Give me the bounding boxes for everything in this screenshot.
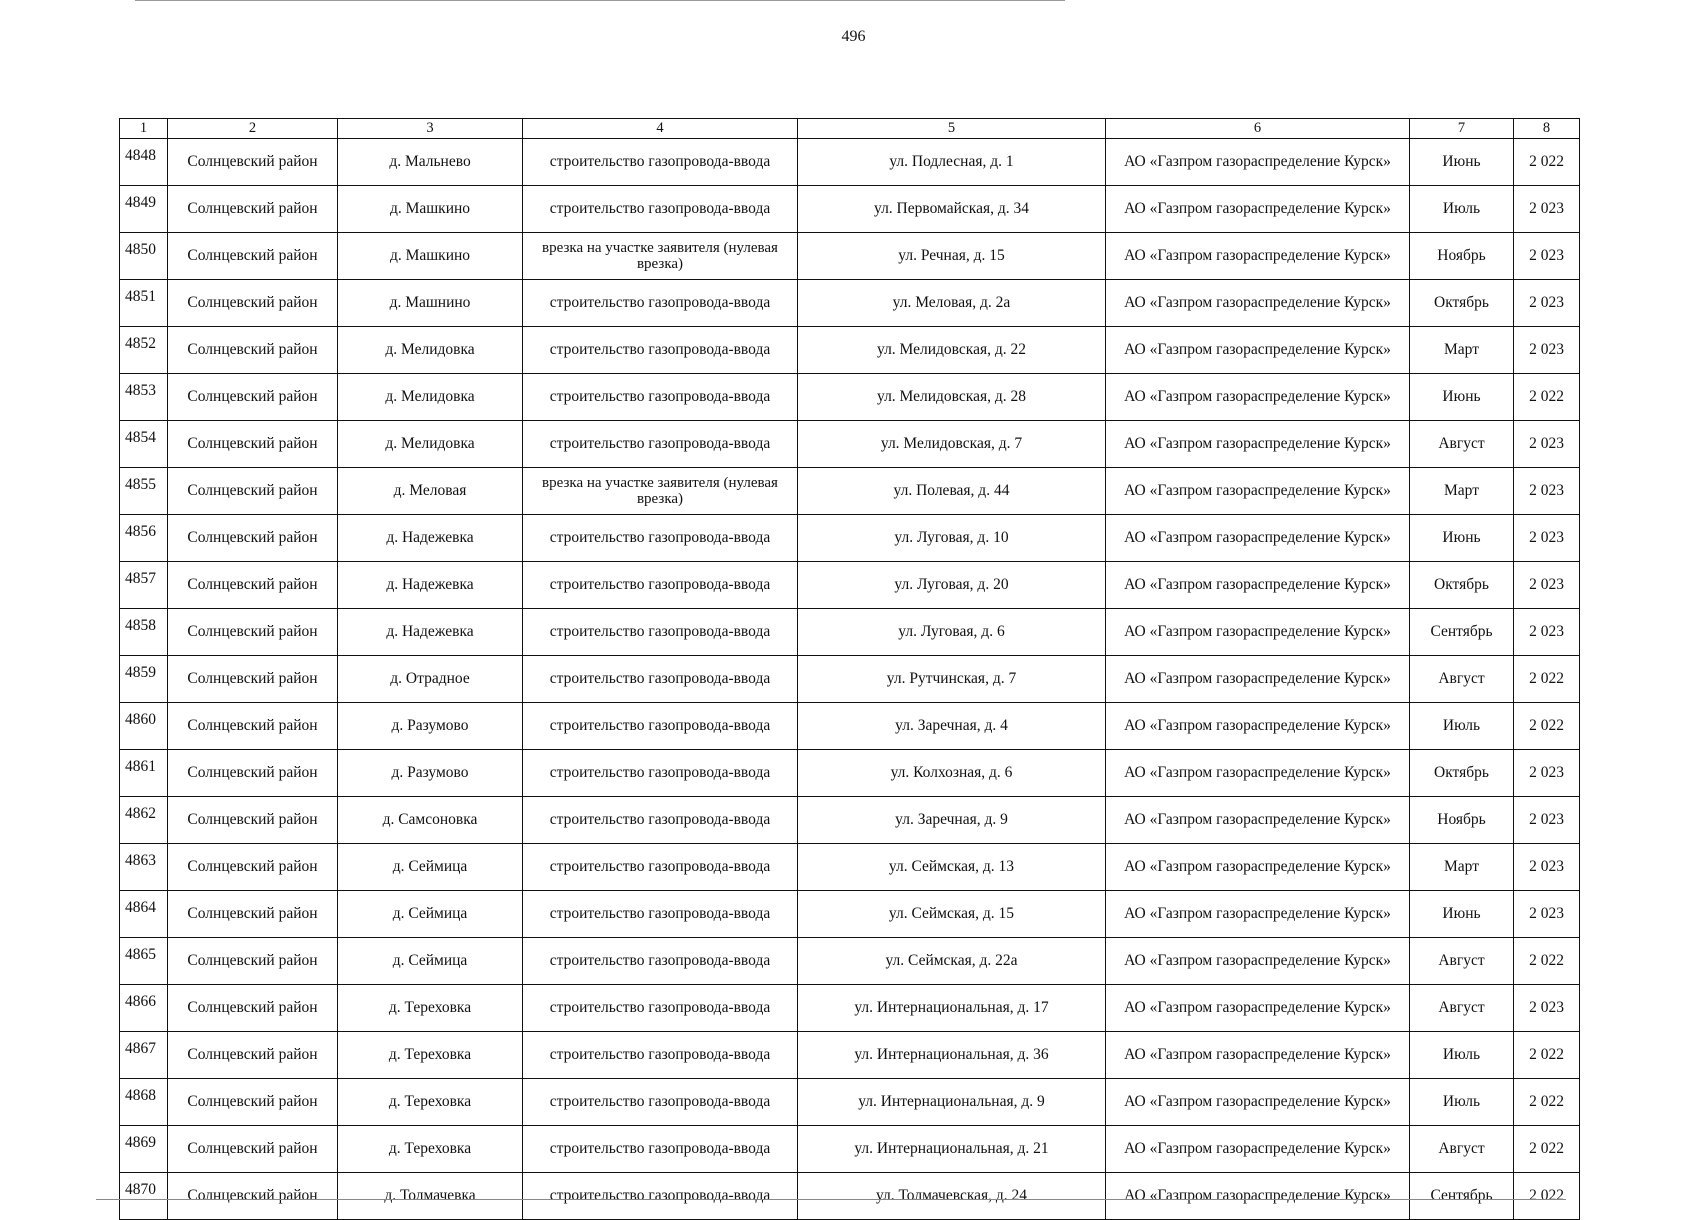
address-cell: ул. Сеймская, д. 22а [798,938,1106,985]
table-row [120,1032,1580,1079]
work-type-cell: строительство газопровода-ввода [523,562,798,609]
column-header: 6 [1106,119,1410,139]
organization-cell: АО «Газпром газораспределение Курск» [1106,891,1410,938]
organization-cell: АО «Газпром газораспределение Курск» [1106,844,1410,891]
address-cell: ул. Толмачевская, д. 24 [798,1173,1106,1220]
column-header: 2 [168,119,338,139]
row-number-cell: 4858 [120,609,168,656]
table-row [120,985,1580,1032]
district-cell: Солнцевский район [168,421,338,468]
district-cell: Солнцевский район [168,797,338,844]
year-cell: 2 023 [1514,891,1580,938]
address-cell: ул. Меловая, д. 2а [798,280,1106,327]
settlement-cell: д. Надежевка [338,609,523,656]
settlement-cell: д. Тереховка [338,1079,523,1126]
row-number-cell: 4848 [120,139,168,186]
table-row [120,750,1580,797]
settlement-cell: д. Отрадное [338,656,523,703]
table-row [120,139,1580,186]
organization-cell: АО «Газпром газораспределение Курск» [1106,750,1410,797]
settlement-cell: д. Сеймица [338,844,523,891]
column-header: 7 [1410,119,1514,139]
table-row [120,1173,1580,1220]
year-cell: 2 023 [1514,280,1580,327]
table-row [120,562,1580,609]
work-type-cell: строительство газопровода-ввода [523,374,798,421]
year-cell: 2 023 [1514,468,1580,515]
district-cell: Солнцевский район [168,374,338,421]
year-cell: 2 022 [1514,703,1580,750]
organization-cell: АО «Газпром газораспределение Курск» [1106,1079,1410,1126]
address-cell: ул. Заречная, д. 4 [798,703,1106,750]
year-cell: 2 022 [1514,1173,1580,1220]
year-cell: 2 022 [1514,374,1580,421]
district-cell: Солнцевский район [168,186,338,233]
address-cell: ул. Рутчинская, д. 7 [798,656,1106,703]
month-cell: Сентябрь [1410,609,1514,656]
row-number-cell: 4849 [120,186,168,233]
month-cell: Октябрь [1410,280,1514,327]
district-cell: Солнцевский район [168,468,338,515]
year-cell: 2 022 [1514,1032,1580,1079]
month-cell: Июнь [1410,139,1514,186]
month-cell: Июль [1410,1032,1514,1079]
column-header: 8 [1514,119,1580,139]
year-cell: 2 023 [1514,797,1580,844]
address-cell: ул. Сеймская, д. 13 [798,844,1106,891]
table-row [120,703,1580,750]
work-type-cell: врезка на участке заявителя (нулевая врезка) [523,233,798,280]
row-number-cell: 4850 [120,233,168,280]
month-cell: Июнь [1410,515,1514,562]
settlement-cell: д. Самсоновка [338,797,523,844]
organization-cell: АО «Газпром газораспределение Курск» [1106,1126,1410,1173]
district-cell: Солнцевский район [168,656,338,703]
column-header: 4 [523,119,798,139]
district-cell: Солнцевский район [168,1079,338,1126]
settlement-cell: д. Мелидовка [338,374,523,421]
address-cell: ул. Заречная, д. 9 [798,797,1106,844]
settlement-cell: д. Мальнево [338,139,523,186]
settlement-cell: д. Толмачевка [338,1173,523,1220]
settlement-cell: д. Сеймица [338,938,523,985]
organization-cell: АО «Газпром газораспределение Курск» [1106,703,1410,750]
work-type-cell: строительство газопровода-ввода [523,750,798,797]
year-cell: 2 022 [1514,139,1580,186]
work-type-cell: строительство газопровода-ввода [523,703,798,750]
district-cell: Солнцевский район [168,327,338,374]
settlement-cell: д. Машнино [338,280,523,327]
district-cell: Солнцевский район [168,938,338,985]
district-cell: Солнцевский район [168,609,338,656]
district-cell: Солнцевский район [168,139,338,186]
column-number-row [120,119,1580,139]
organization-cell: АО «Газпром газораспределение Курск» [1106,562,1410,609]
row-number-cell: 4866 [120,985,168,1032]
row-number-cell: 4860 [120,703,168,750]
organization-cell: АО «Газпром газораспределение Курск» [1106,797,1410,844]
organization-cell: АО «Газпром газораспределение Курск» [1106,609,1410,656]
address-cell: ул. Луговая, д. 10 [798,515,1106,562]
organization-cell: АО «Газпром газораспределение Курск» [1106,327,1410,374]
table-row [120,656,1580,703]
row-number-cell: 4852 [120,327,168,374]
month-cell: Июль [1410,186,1514,233]
year-cell: 2 023 [1514,562,1580,609]
work-type-cell: строительство газопровода-ввода [523,1126,798,1173]
top-scan-rule [135,0,1065,1]
organization-cell: АО «Газпром газораспределение Курск» [1106,139,1410,186]
district-cell: Солнцевский район [168,280,338,327]
work-type-cell: строительство газопровода-ввода [523,609,798,656]
address-cell: ул. Подлесная, д. 1 [798,139,1106,186]
district-cell: Солнцевский район [168,844,338,891]
year-cell: 2 023 [1514,186,1580,233]
table-row [120,609,1580,656]
district-cell: Солнцевский район [168,515,338,562]
year-cell: 2 023 [1514,515,1580,562]
month-cell: Июнь [1410,891,1514,938]
work-type-cell: строительство газопровода-ввода [523,421,798,468]
month-cell: Август [1410,938,1514,985]
district-cell: Солнцевский район [168,703,338,750]
table-row [120,797,1580,844]
table-row [120,374,1580,421]
organization-cell: АО «Газпром газораспределение Курск» [1106,233,1410,280]
address-cell: ул. Мелидовская, д. 22 [798,327,1106,374]
column-header: 5 [798,119,1106,139]
district-cell: Солнцевский район [168,1032,338,1079]
work-type-cell: врезка на участке заявителя (нулевая врезка) [523,468,798,515]
organization-cell: АО «Газпром газораспределение Курск» [1106,374,1410,421]
district-cell: Солнцевский район [168,891,338,938]
month-cell: Ноябрь [1410,233,1514,280]
settlement-cell: д. Машкино [338,233,523,280]
table-row [120,186,1580,233]
district-cell: Солнцевский район [168,1126,338,1173]
month-cell: Июль [1410,703,1514,750]
work-type-cell: строительство газопровода-ввода [523,280,798,327]
year-cell: 2 022 [1514,656,1580,703]
address-cell: ул. Интернациональная, д. 9 [798,1079,1106,1126]
row-number-cell: 4869 [120,1126,168,1173]
table-row [120,1126,1580,1173]
year-cell: 2 023 [1514,421,1580,468]
column-header: 1 [120,119,168,139]
month-cell: Март [1410,327,1514,374]
table-row [120,327,1580,374]
work-type-cell: строительство газопровода-ввода [523,1032,798,1079]
row-number-cell: 4862 [120,797,168,844]
organization-cell: АО «Газпром газораспределение Курск» [1106,656,1410,703]
work-type-cell: строительство газопровода-ввода [523,891,798,938]
table-row [120,280,1580,327]
table-row [120,233,1580,280]
year-cell: 2 023 [1514,327,1580,374]
work-type-cell: строительство газопровода-ввода [523,938,798,985]
district-cell: Солнцевский район [168,1173,338,1220]
gasification-schedule-table [119,118,1580,1220]
district-cell: Солнцевский район [168,985,338,1032]
row-number-cell: 4856 [120,515,168,562]
work-type-cell: строительство газопровода-ввода [523,656,798,703]
table-row [120,844,1580,891]
address-cell: ул. Речная, д. 15 [798,233,1106,280]
table-row [120,891,1580,938]
column-header: 3 [338,119,523,139]
settlement-cell: д. Разумово [338,703,523,750]
work-type-cell: строительство газопровода-ввода [523,186,798,233]
table-row [120,468,1580,515]
district-cell: Солнцевский район [168,750,338,797]
table-row [120,1079,1580,1126]
table-row [120,421,1580,468]
row-number-cell: 4857 [120,562,168,609]
address-cell: ул. Мелидовская, д. 28 [798,374,1106,421]
row-number-cell: 4855 [120,468,168,515]
year-cell: 2 023 [1514,985,1580,1032]
month-cell: Ноябрь [1410,797,1514,844]
organization-cell: АО «Газпром газораспределение Курск» [1106,421,1410,468]
month-cell: Июнь [1410,374,1514,421]
row-number-cell: 4864 [120,891,168,938]
year-cell: 2 022 [1514,938,1580,985]
work-type-cell: строительство газопровода-ввода [523,797,798,844]
settlement-cell: д. Надежевка [338,515,523,562]
month-cell: Июль [1410,1079,1514,1126]
address-cell: ул. Мелидовская, д. 7 [798,421,1106,468]
organization-cell: АО «Газпром газораспределение Курск» [1106,1032,1410,1079]
row-number-cell: 4853 [120,374,168,421]
organization-cell: АО «Газпром газораспределение Курск» [1106,515,1410,562]
year-cell: 2 022 [1514,1079,1580,1126]
address-cell: ул. Луговая, д. 6 [798,609,1106,656]
year-cell: 2 023 [1514,844,1580,891]
page-number: 496 [841,28,866,45]
settlement-cell: д. Мелидовка [338,421,523,468]
organization-cell: АО «Газпром газораспределение Курск» [1106,938,1410,985]
row-number-cell: 4863 [120,844,168,891]
district-cell: Солнцевский район [168,233,338,280]
table-body [120,139,1580,1220]
month-cell: Август [1410,421,1514,468]
work-type-cell: строительство газопровода-ввода [523,327,798,374]
row-number-cell: 4868 [120,1079,168,1126]
settlement-cell: д. Разумово [338,750,523,797]
organization-cell: АО «Газпром газораспределение Курск» [1106,186,1410,233]
row-number-cell: 4867 [120,1032,168,1079]
work-type-cell: строительство газопровода-ввода [523,985,798,1032]
table-row [120,515,1580,562]
row-number-cell: 4854 [120,421,168,468]
organization-cell: АО «Газпром газораспределение Курск» [1106,1173,1410,1220]
row-number-cell: 4859 [120,656,168,703]
organization-cell: АО «Газпром газораспределение Курск» [1106,468,1410,515]
address-cell: ул. Интернациональная, д. 21 [798,1126,1106,1173]
year-cell: 2 023 [1514,233,1580,280]
year-cell: 2 023 [1514,750,1580,797]
month-cell: Август [1410,1126,1514,1173]
month-cell: Август [1410,656,1514,703]
settlement-cell: д. Тереховка [338,1126,523,1173]
district-cell: Солнцевский район [168,562,338,609]
row-number-cell: 4861 [120,750,168,797]
work-type-cell: строительство газопровода-ввода [523,1079,798,1126]
year-cell: 2 022 [1514,1126,1580,1173]
settlement-cell: д. Надежевка [338,562,523,609]
year-cell: 2 023 [1514,609,1580,656]
work-type-cell: строительство газопровода-ввода [523,515,798,562]
table-row [120,938,1580,985]
row-number-cell: 4865 [120,938,168,985]
address-cell: ул. Первомайская, д. 34 [798,186,1106,233]
month-cell: Октябрь [1410,750,1514,797]
settlement-cell: д. Меловая [338,468,523,515]
month-cell: Март [1410,468,1514,515]
settlement-cell: д. Машкино [338,186,523,233]
address-cell: ул. Интернациональная, д. 36 [798,1032,1106,1079]
address-cell: ул. Луговая, д. 20 [798,562,1106,609]
organization-cell: АО «Газпром газораспределение Курск» [1106,985,1410,1032]
settlement-cell: д. Мелидовка [338,327,523,374]
organization-cell: АО «Газпром газораспределение Курск» [1106,280,1410,327]
settlement-cell: д. Сеймица [338,891,523,938]
month-cell: Март [1410,844,1514,891]
address-cell: ул. Сеймская, д. 15 [798,891,1106,938]
month-cell: Сентябрь [1410,1173,1514,1220]
settlement-cell: д. Тереховка [338,1032,523,1079]
month-cell: Август [1410,985,1514,1032]
settlement-cell: д. Тереховка [338,985,523,1032]
address-cell: ул. Колхозная, д. 6 [798,750,1106,797]
address-cell: ул. Полевая, д. 44 [798,468,1106,515]
row-number-cell: 4870 [120,1173,168,1220]
work-type-cell: строительство газопровода-ввода [523,139,798,186]
month-cell: Октябрь [1410,562,1514,609]
work-type-cell: строительство газопровода-ввода [523,844,798,891]
row-number-cell: 4851 [120,280,168,327]
address-cell: ул. Интернациональная, д. 17 [798,985,1106,1032]
work-type-cell: строительство газопровода-ввода [523,1173,798,1220]
